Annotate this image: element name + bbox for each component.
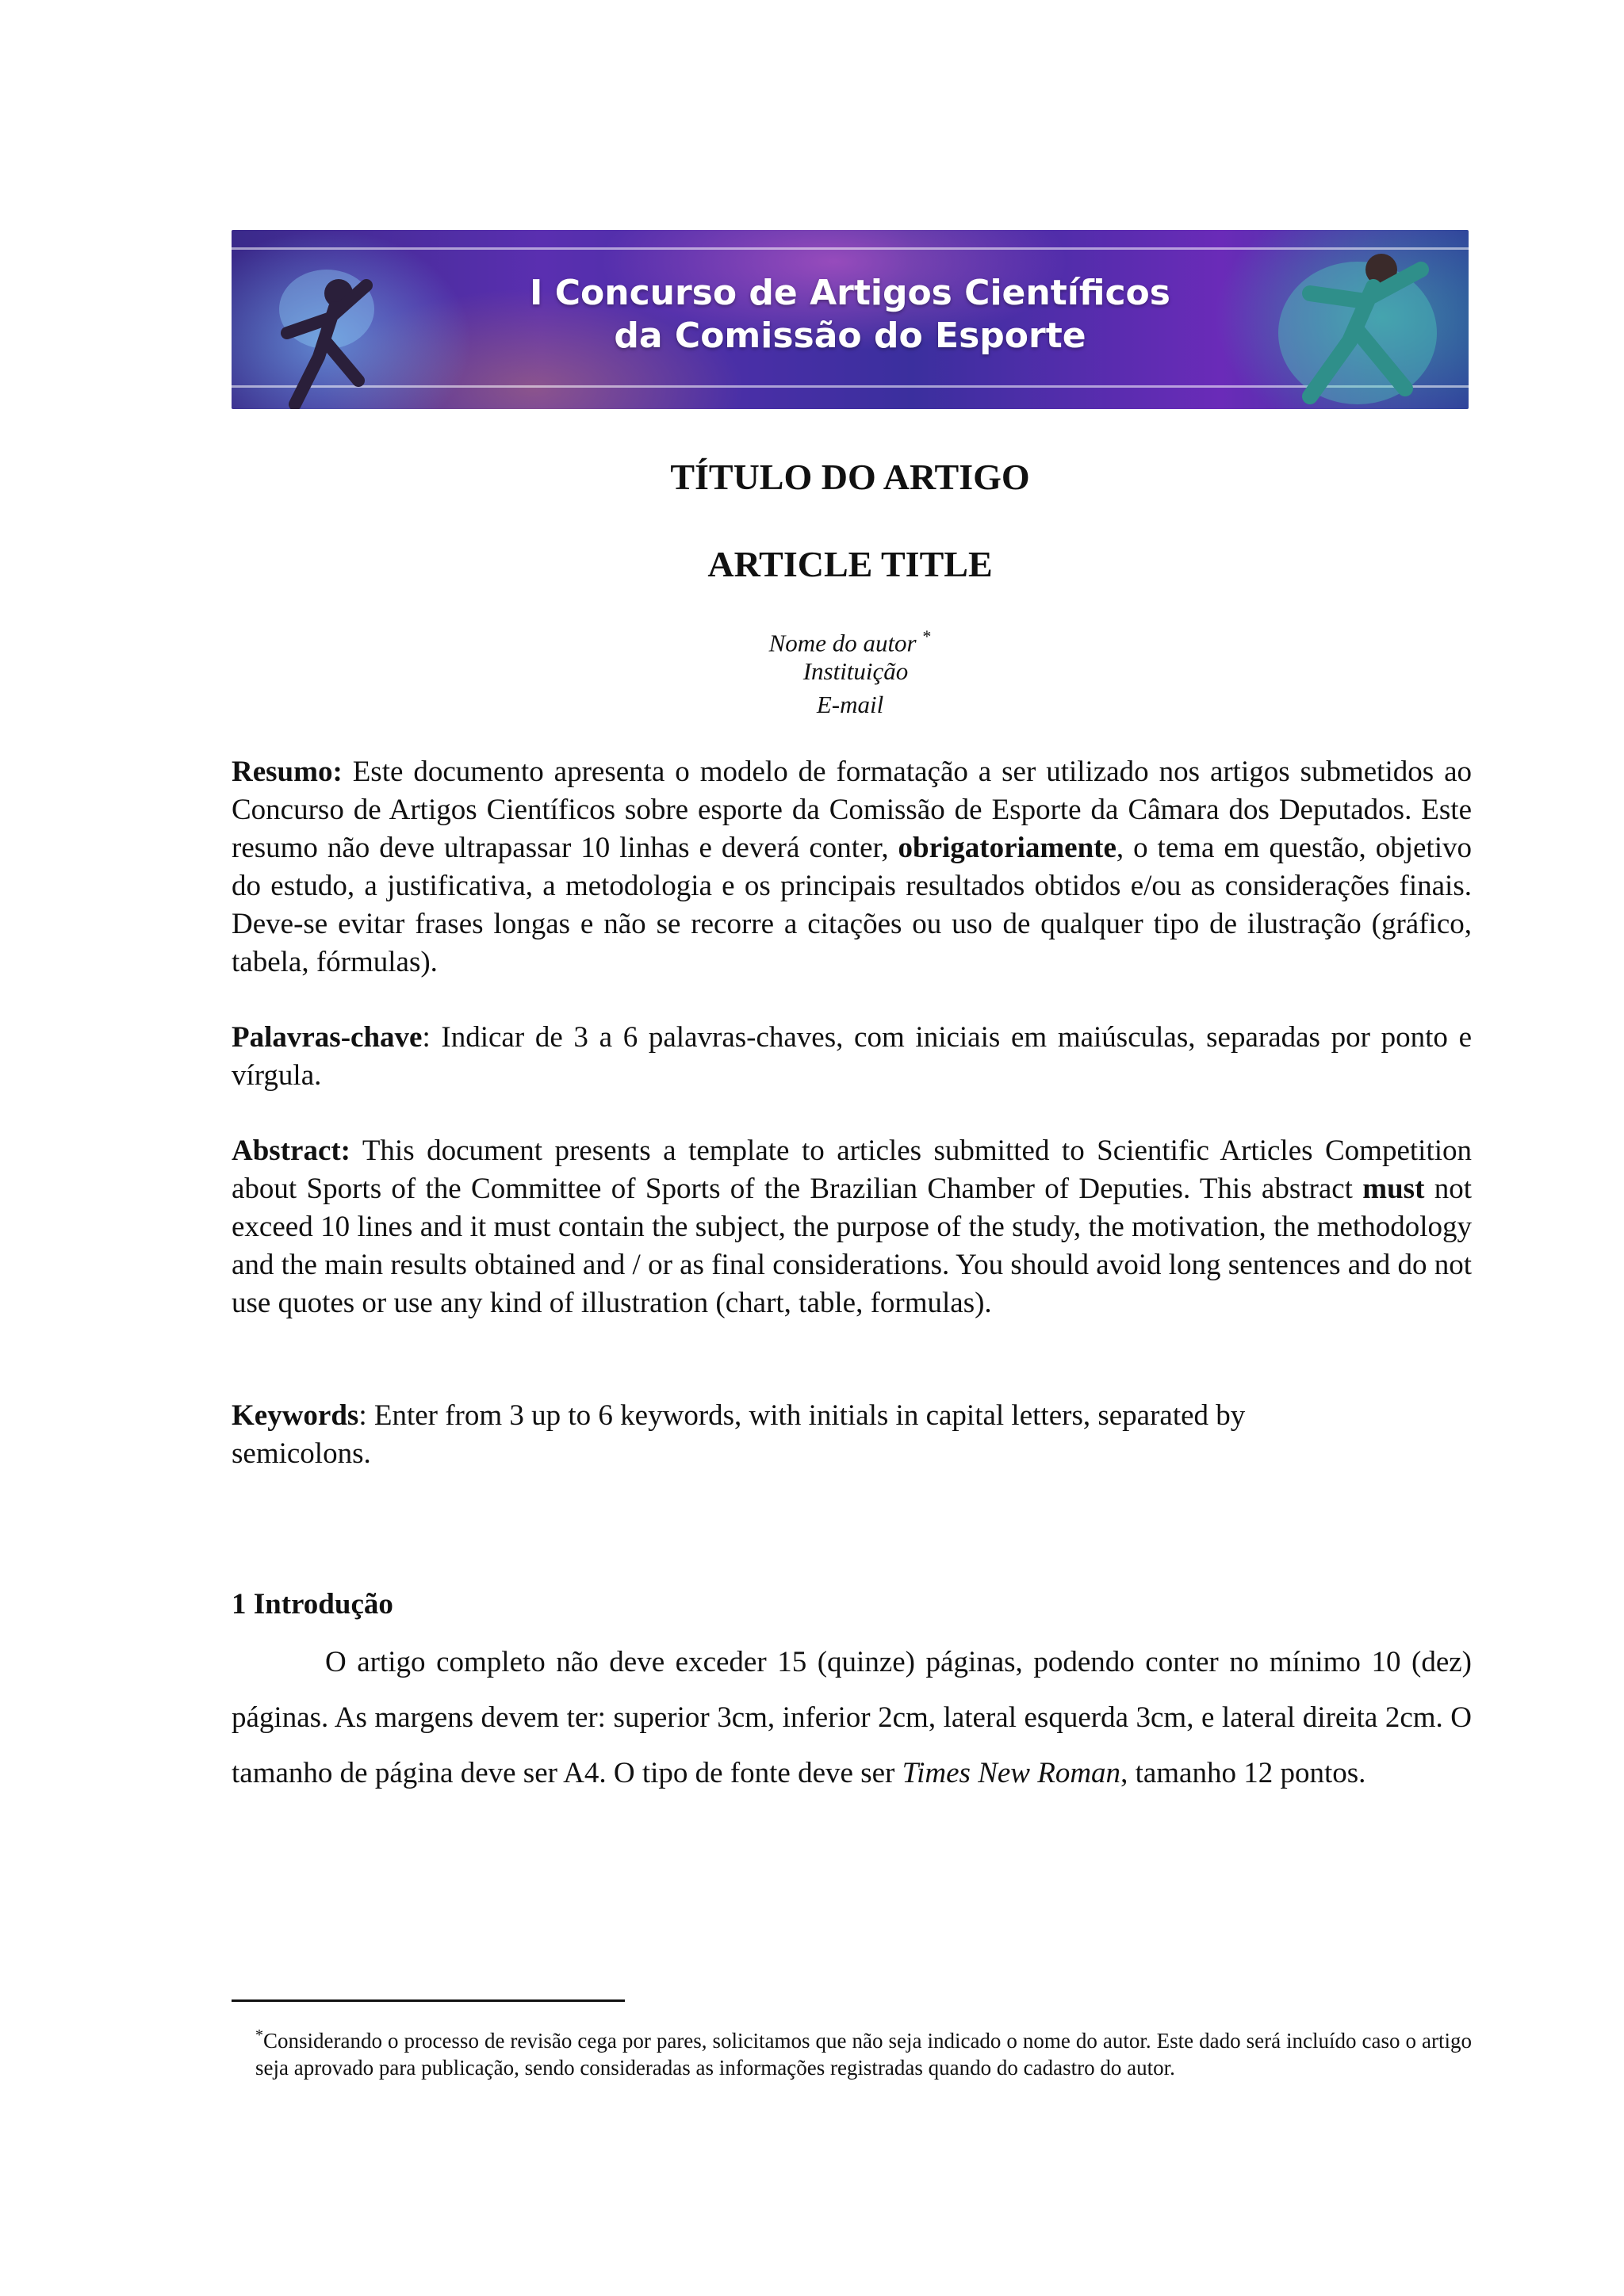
abstract-paragraph — [232, 1132, 1472, 1322]
footnote-text: Considerando o processo de revisão cega por pares, solicitamos que não seja indicado o nome do autor. Este dado será incluído caso o artigo seja aprovado para publicação, sendo consideradas as informações registradas quando do cadastro do autor. — [255, 2029, 1472, 2080]
palavras-chave-paragraph — [232, 1019, 1472, 1095]
keywords-text-line1: : Enter from 3 up to 6 keywords, with initials in capital letters, separated by — [358, 1399, 1246, 1432]
title-english: ARTICLE TITLE — [707, 544, 993, 584]
title-portuguese: TÍTULO DO ARTIGO — [670, 457, 1030, 497]
author-institution: Instituição — [802, 657, 909, 685]
footnote — [255, 2022, 1472, 2081]
introducao-paragraph — [232, 1635, 1472, 1801]
keywords-paragraph — [232, 1397, 1472, 1473]
footnote-marker: * — [255, 2026, 263, 2044]
resumo-text-1: Este documento apresenta o modelo de formatação a ser utilizado nos artigos submetidos ao Concurso de Artigos Científicos sobre esporte da Comissão de Esporte da Câmara dos Deputados. Este resumo não deve ultrapassar 10 linhas e deverá conter, — [232, 756, 1472, 864]
resumo-paragraph — [232, 753, 1472, 982]
athlete-right-illustration — [1262, 238, 1437, 409]
resumo-text-2: , o tema em questão, objetivo do estudo, a justificativa, a metodologia e os principais resultados obtidos e/ou as considerações finais. Deve-se evitar frases longas e não se recorre a citações ou uso de qualquer tipo de ilustração (gráfico, tabela, fórmulas). — [232, 832, 1472, 978]
keywords-text-line2: semicolons. — [232, 1437, 371, 1470]
resumo-emphasis: obrigatoriamente — [898, 832, 1116, 864]
keywords-label: Keywords — [232, 1399, 359, 1432]
author-email: E-mail — [816, 691, 884, 718]
banner-title-line1: I Concurso de Artigos Científicos — [530, 273, 1170, 313]
author-name — [232, 620, 1469, 660]
resumo-label: Resumo: — [232, 756, 343, 788]
section-heading-introducao: 1 Introdução — [232, 1588, 393, 1621]
abstract-emphasis: must — [1362, 1173, 1425, 1205]
abstract-label: Abstract: — [232, 1135, 351, 1167]
footnote-separator — [232, 1999, 625, 2002]
abstract-text-2: not exceed 10 lines and it must contain the subject, the purpose of the study, the motivation, the methodology and the main results obtained and / or as final considerations. You should avoid long sentences and do not use quotes or use any kind of illustration (chart, table, formulas). — [232, 1173, 1473, 1319]
introducao-text-2: , tamanho 12 pontos. — [1120, 1757, 1366, 1789]
author-footnote-marker: * — [922, 626, 932, 646]
palavras-chave-text: : Indicar de 3 a 6 palavras-chaves, com iniciais em maiúsculas, separadas por ponto e vírgula. — [232, 1021, 1472, 1092]
abstract-text-1: This document presents a template to articles submitted to Scientific Articles Competition about Sports of the Committee of Sports of the Brazilian Chamber of Deputies. This abstract — [232, 1135, 1472, 1205]
banner-title-line2: da Comissão do Esporte — [614, 316, 1086, 356]
author-name-text: Nome do autor — [768, 629, 917, 657]
header-banner — [232, 230, 1469, 409]
palavras-chave-label: Palavras-chave — [232, 1021, 423, 1054]
introducao-font-name: Times New Roman — [902, 1757, 1121, 1789]
introducao-text-1: O artigo completo não deve exceder 15 (quinze) páginas, podendo conter no mínimo 10 (dez) páginas. As margens devem ter: superior 3cm, inferior 2cm, lateral esquerda 3cm, e lateral direita 2cm. O tamanho de página deve ser A4. O tipo de fonte deve ser — [232, 1646, 1472, 1789]
